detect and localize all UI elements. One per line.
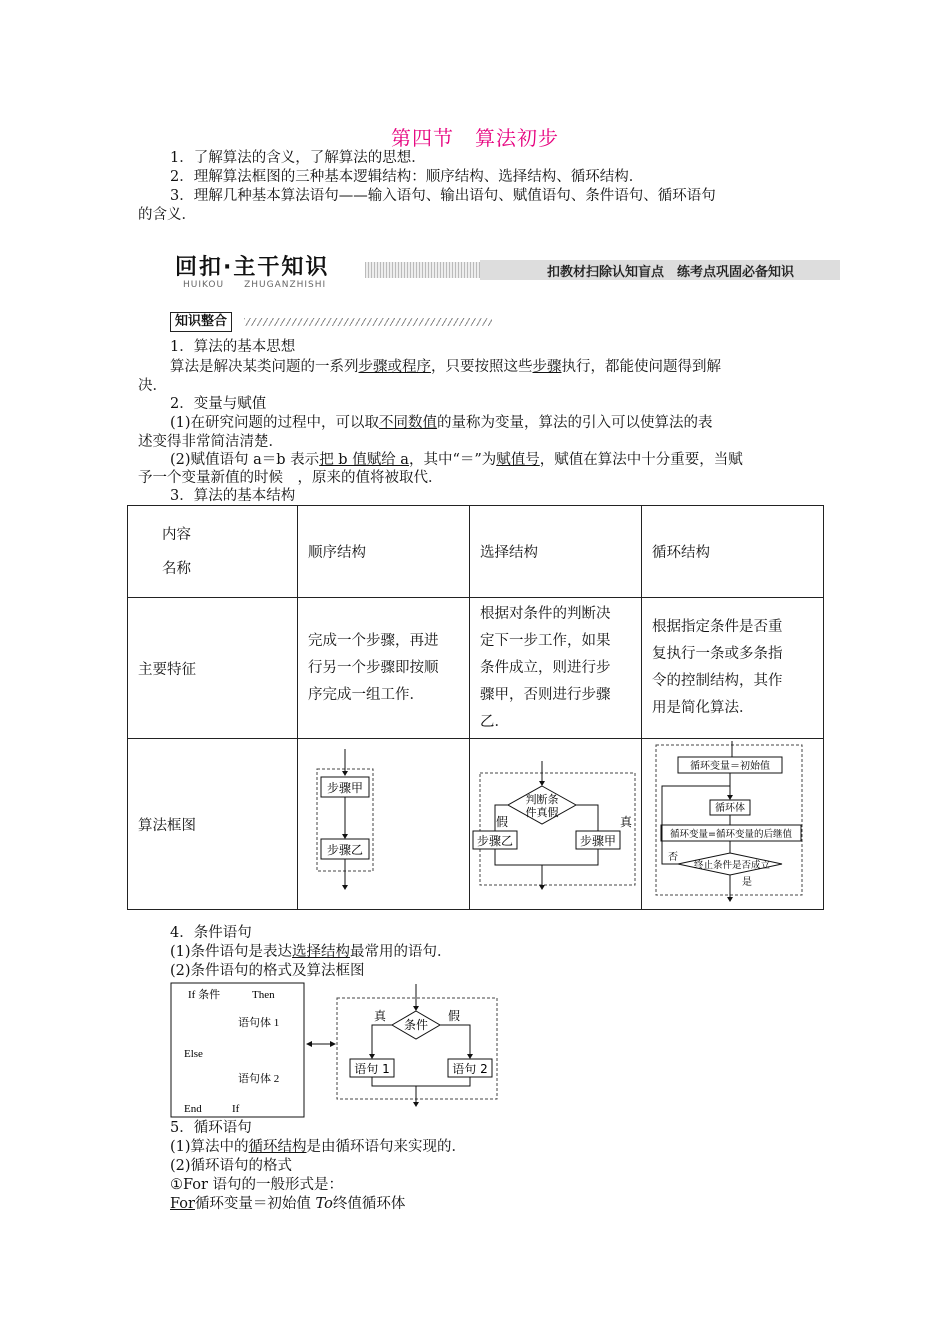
s2-p1: (1)在研究问题的过程中，可以取不同数值的量称为变量，算法的引入可以使算法的表 — [170, 415, 713, 431]
feature-sel-l3: 条件成立，则进行步 — [480, 659, 611, 676]
col-loop: 循环结构 — [642, 506, 824, 598]
sequential-flowchart — [298, 739, 469, 905]
s4-p2: (2)条件语句的格式及算法框图 — [170, 963, 365, 979]
structure-table — [127, 505, 824, 910]
code-end: End — [184, 1103, 202, 1115]
col-sequential: 顺序结构 — [298, 506, 470, 598]
table-header-row — [128, 506, 824, 598]
feature-sequential — [298, 598, 470, 739]
s2-p2-cont: 予一个变量新值的时候 ，原来的值将被取代． — [138, 470, 443, 486]
s2-p1-cont: 述变得非常简洁清楚． — [138, 434, 283, 450]
feature-loop-l2: 复执行一条或多条指 — [652, 646, 783, 662]
feature-selection — [470, 598, 642, 739]
flow-no: 假 — [448, 1009, 461, 1023]
s4-p1: (1)条件语句是表达选择结构最常用的语句． — [170, 944, 452, 960]
feature-loop-l3: 令的控制结构，其作 — [652, 673, 783, 689]
s5-p1: (1)算法中的循环结构是由循环语句来实现的． — [170, 1139, 467, 1155]
s2-p2: (2)赋值语句 a＝b 表示把 b 值赋给 a，其中“＝”为赋值号，赋值在算法中十分重要，当赋 — [170, 452, 743, 468]
feature-seq-l2: 行另一个步骤即按顺 — [308, 659, 439, 676]
sel-cond-2: 件真假 — [525, 806, 559, 819]
feature-seq-l3: 序完成一组工作． — [308, 686, 424, 703]
loop-init: 循环变量＝初始值 — [690, 761, 770, 772]
loop-no-label: 否 — [668, 852, 678, 863]
header-content-label: 内容 — [162, 526, 191, 543]
loop-cond: 终止条件是否成立 — [693, 860, 771, 871]
row-label-features: 主要特征 — [128, 598, 298, 739]
section-tag-hatch — [244, 318, 492, 326]
s2-heading: 2．变量与赋值 — [170, 396, 267, 412]
col-selection: 选择结构 — [470, 506, 642, 598]
flow-cond: 条件 — [403, 1018, 429, 1032]
objective-3-cont: 的含义． — [138, 207, 196, 223]
objective-3: 3．理解几种基本算法语句——输入语句、输出语句、赋值语句、条件语句、循环语句 — [170, 188, 716, 204]
section-tag: 知识整合 — [170, 312, 232, 332]
page-title: 第四节 算法初步 — [391, 126, 559, 150]
code-then: Then — [252, 989, 275, 1001]
feature-sel-l1: 根据对条件的判断决 — [480, 605, 611, 622]
s3-heading: 3．算法的基本结构 — [170, 488, 296, 504]
objective-2: 2．理解算法框图的三种基本逻辑结构：顺序结构、选择结构、循环结构． — [170, 169, 644, 185]
seq-step-a: 步骤甲 — [326, 781, 364, 795]
header-name-label: 名称 — [162, 560, 191, 577]
diagram-sequential-cell — [298, 739, 470, 910]
banner-title: 回扣·主干知识 — [175, 255, 330, 280]
sel-step-b: 步骤乙 — [476, 834, 514, 848]
loop-body: 循环体 — [715, 803, 745, 814]
feature-loop-l4: 用是简化算法． — [652, 700, 754, 716]
flow-s1: 语句 1 — [354, 1062, 390, 1076]
loop-flowchart — [642, 739, 823, 905]
if-statement-figure — [170, 982, 500, 1122]
feature-seq-l1: 完成一个步骤，再进 — [308, 632, 439, 649]
section-banner — [165, 248, 840, 288]
table-corner — [128, 506, 298, 598]
loop-yes-label: 是 — [742, 877, 752, 888]
feature-sel-l2: 定下一步工作，如果 — [480, 632, 611, 649]
code-if: If 条件 — [188, 989, 221, 1001]
sel-no-label: 假 — [496, 815, 509, 829]
seq-step-b: 步骤乙 — [326, 843, 364, 857]
s5-p3: ①For 语句的一般形式是： — [170, 1177, 344, 1193]
flow-yes: 真 — [374, 1009, 387, 1023]
banner-slogan: 扣教材扫除认知盲点 练考点巩固必备知识 — [546, 265, 794, 280]
s1-line1: 算法是解决某类问题的一系列步骤或程序，只要按照这些步骤执行，都能使问题得到解 — [170, 359, 721, 375]
s5-p2: (2)循环语句的格式 — [170, 1158, 293, 1174]
objective-1: 1．了解算法的含义，了解算法的思想． — [170, 150, 426, 166]
sel-yes-label: 真 — [620, 815, 633, 829]
banner-pinyin: HUIKOU ZHUGANZHISHI — [183, 280, 327, 290]
feature-loop — [642, 598, 824, 739]
s1-line2: 决． — [138, 378, 167, 394]
sel-cond-1: 判断条 — [525, 793, 559, 806]
diagram-selection-cell — [470, 739, 642, 910]
s5-p4: For循环变量＝初始值 To终值循环体 — [170, 1196, 406, 1212]
code-body2: 语句体 2 — [238, 1073, 280, 1085]
feature-sel-l4: 骤甲，否则进行步骤 — [480, 686, 611, 703]
feature-loop-l1: 根据指定条件是否重 — [652, 619, 783, 635]
row-label-diagram: 算法框图 — [128, 739, 298, 910]
table-row-features — [128, 598, 824, 739]
table-row-diagrams — [128, 739, 824, 910]
code-endif: If — [232, 1103, 240, 1115]
feature-sel-l5: 乙． — [480, 713, 509, 730]
s1-heading: 1．算法的基本思想 — [170, 339, 296, 355]
loop-update: 循环变量=循环变量的后继值 — [670, 829, 792, 840]
s4-heading: 4．条件语句 — [170, 925, 252, 941]
s5-heading: 5．循环语句 — [170, 1120, 252, 1136]
sel-step-a: 步骤甲 — [579, 834, 617, 848]
diagram-loop-cell — [642, 739, 824, 910]
code-body1: 语句体 1 — [238, 1017, 280, 1029]
code-else: Else — [184, 1048, 203, 1060]
selection-flowchart — [470, 739, 641, 905]
flow-s2: 语句 2 — [452, 1062, 488, 1076]
